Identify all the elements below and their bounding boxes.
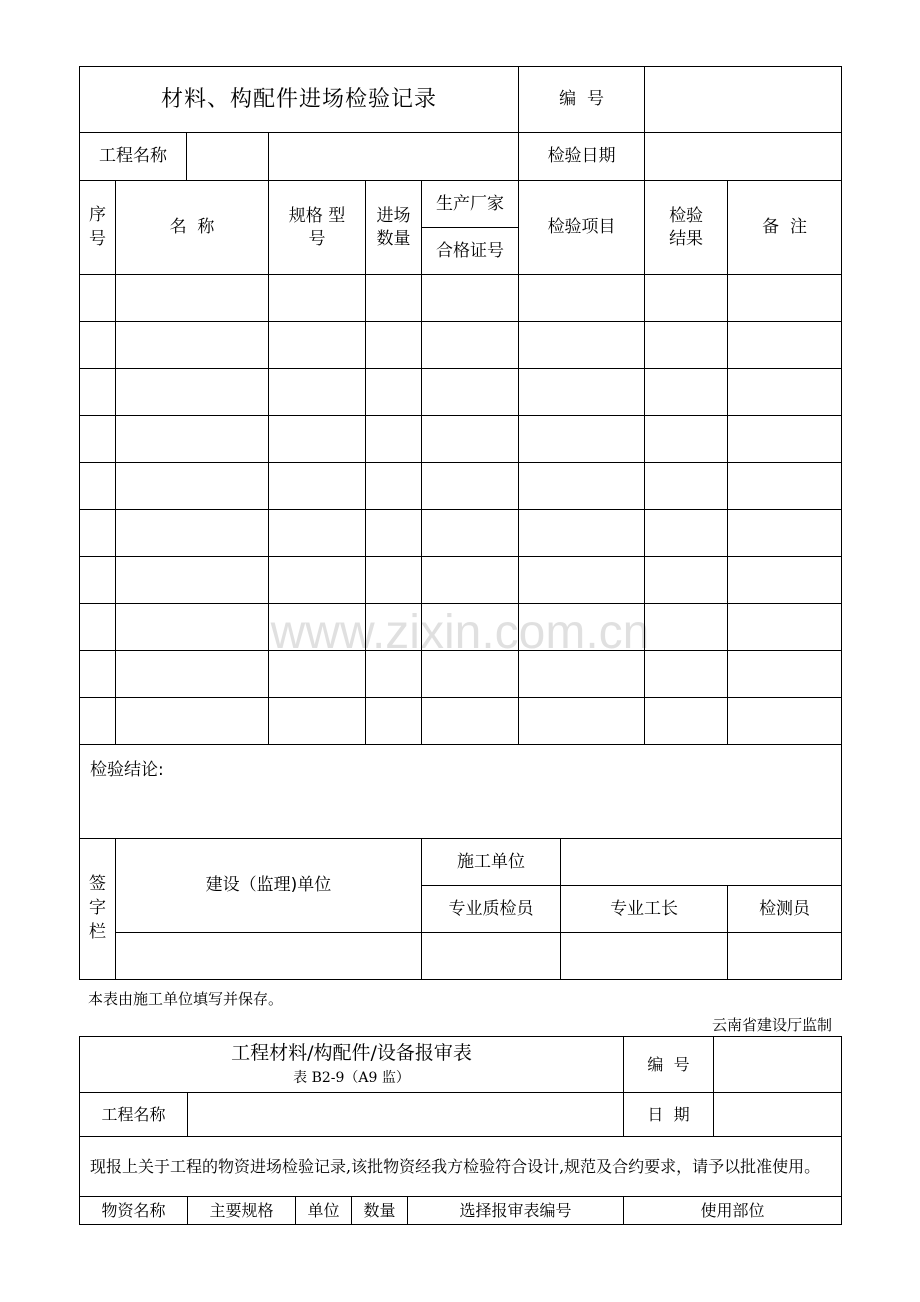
- record-cell[interactable]: [728, 698, 842, 745]
- record-cell[interactable]: [519, 322, 645, 369]
- record-cell[interactable]: [116, 510, 269, 557]
- record-cell[interactable]: [519, 463, 645, 510]
- record-cell[interactable]: [519, 510, 645, 557]
- record-cell[interactable]: [116, 463, 269, 510]
- form2-col-header: 单位: [296, 1197, 352, 1225]
- builder-unit-field[interactable]: [561, 839, 842, 886]
- record-cell[interactable]: [366, 275, 422, 322]
- record-cell[interactable]: [728, 510, 842, 557]
- record-cell[interactable]: [116, 275, 269, 322]
- table-row: [80, 463, 842, 510]
- record-cell[interactable]: [519, 275, 645, 322]
- record-cell[interactable]: [366, 510, 422, 557]
- record-cell[interactable]: [116, 322, 269, 369]
- record-cell[interactable]: [728, 604, 842, 651]
- table-row: [80, 557, 842, 604]
- col-remark-header: 备 注: [728, 181, 842, 275]
- record-cell[interactable]: [422, 463, 519, 510]
- form2-date-field[interactable]: [714, 1093, 842, 1137]
- record-cell[interactable]: [269, 557, 366, 604]
- supervisor-text: 云南省建设厅监制: [711, 1016, 832, 1034]
- record-cell[interactable]: [422, 651, 519, 698]
- record-cell[interactable]: [116, 369, 269, 416]
- project-name-field-a[interactable]: [187, 133, 268, 180]
- record-cell[interactable]: [269, 604, 366, 651]
- record-cell[interactable]: [519, 698, 645, 745]
- col-cert-header: 合格证号: [422, 228, 519, 275]
- record-cell[interactable]: [269, 369, 366, 416]
- inspection-date-label: 检验日期: [519, 133, 645, 181]
- qc-sign-field[interactable]: [422, 933, 561, 980]
- record-cell[interactable]: [80, 369, 116, 416]
- form2-col-header: 使用部位: [624, 1197, 842, 1225]
- record-cell[interactable]: [728, 416, 842, 463]
- form2-code: 表 B2-9（A9 监）: [293, 1069, 410, 1086]
- record-cell[interactable]: [366, 369, 422, 416]
- project-name-field[interactable]: [269, 133, 519, 181]
- foreman-label: 专业工长: [561, 886, 728, 933]
- form2-header-row: [80, 1197, 842, 1225]
- record-cell[interactable]: [422, 510, 519, 557]
- record-cell[interactable]: [519, 369, 645, 416]
- record-cell[interactable]: [728, 651, 842, 698]
- record-cell[interactable]: [728, 322, 842, 369]
- conclusion-label: 检验结论:: [90, 760, 164, 780]
- foreman-sign-field[interactable]: [561, 933, 728, 980]
- form2-project-label: 工程名称: [80, 1093, 188, 1137]
- form-title: 材料、构配件进场检验记录: [80, 67, 519, 133]
- form2-col-header: 物资名称: [80, 1197, 188, 1225]
- footnote: 本表由施工单位填写并保存。: [88, 990, 284, 1008]
- sign-label: 签字栏: [80, 839, 116, 980]
- record-cell[interactable]: [366, 416, 422, 463]
- record-cell[interactable]: [366, 698, 422, 745]
- record-cell[interactable]: [116, 557, 269, 604]
- table-row: [80, 698, 842, 745]
- owner-unit-label: 建设（监理)单位: [116, 839, 422, 933]
- form2-number-field[interactable]: [714, 1037, 842, 1093]
- record-cell[interactable]: [269, 510, 366, 557]
- owner-sign-field[interactable]: [116, 933, 422, 980]
- form2-title-cell: [80, 1037, 624, 1093]
- record-cell[interactable]: [80, 604, 116, 651]
- record-cell[interactable]: [645, 275, 728, 322]
- record-cell[interactable]: [269, 651, 366, 698]
- conclusion-cell[interactable]: [80, 745, 842, 839]
- record-rows: [80, 275, 842, 745]
- col-qty-header: 进场数量: [366, 181, 422, 275]
- record-cell[interactable]: [116, 698, 269, 745]
- record-cell[interactable]: [645, 369, 728, 416]
- number-label: 编 号: [519, 67, 645, 133]
- record-cell[interactable]: [422, 322, 519, 369]
- number-field[interactable]: [645, 67, 842, 133]
- record-cell[interactable]: [645, 557, 728, 604]
- col-items-header: 检验项目: [519, 181, 645, 275]
- form2-statement: 现报上关于工程的物资进场检验记录,该批物资经我方检验符合设计,规范及合约要求，请予以批准使用。: [80, 1137, 842, 1197]
- qc-label: 专业质检员: [422, 886, 561, 933]
- form2-col-header: 数量: [352, 1197, 408, 1225]
- table-row: [80, 510, 842, 557]
- record-cell[interactable]: [645, 463, 728, 510]
- table-row: [80, 275, 842, 322]
- record-cell[interactable]: [269, 275, 366, 322]
- record-cell[interactable]: [728, 369, 842, 416]
- record-cell[interactable]: [269, 463, 366, 510]
- record-cell[interactable]: [80, 416, 116, 463]
- record-cell[interactable]: [645, 604, 728, 651]
- col-name-header: 名 称: [116, 181, 269, 275]
- form2-title: 工程材料/构配件/设备报审表: [231, 1042, 472, 1065]
- table-row: [80, 322, 842, 369]
- record-cell[interactable]: [645, 416, 728, 463]
- record-cell[interactable]: [645, 322, 728, 369]
- record-cell[interactable]: [366, 463, 422, 510]
- form2-project-field[interactable]: [188, 1093, 624, 1137]
- col-maker-header: 生产厂家: [422, 181, 519, 228]
- form2-col-header: 主要规格: [188, 1197, 296, 1225]
- record-cell[interactable]: [80, 510, 116, 557]
- record-cell[interactable]: [422, 557, 519, 604]
- record-cell[interactable]: [80, 557, 116, 604]
- record-cell[interactable]: [519, 557, 645, 604]
- inspection-record-form: [79, 66, 842, 980]
- record-cell[interactable]: [269, 698, 366, 745]
- record-cell[interactable]: [728, 557, 842, 604]
- col-seq-header: 序号: [80, 181, 116, 275]
- table-row: [80, 604, 842, 651]
- tester-sign-field[interactable]: [728, 933, 842, 980]
- record-cell[interactable]: [80, 651, 116, 698]
- record-cell[interactable]: [519, 651, 645, 698]
- record-cell[interactable]: [422, 698, 519, 745]
- project-name-text: 工程名称: [80, 133, 187, 180]
- record-cell[interactable]: [269, 416, 366, 463]
- watermark: www.zixin.com.cn: [270, 606, 650, 659]
- record-cell[interactable]: [116, 604, 269, 651]
- record-cell[interactable]: [645, 651, 728, 698]
- material-approval-form: [79, 1036, 842, 1225]
- col-result-header: 检验结果: [645, 181, 728, 275]
- record-cell[interactable]: [366, 604, 422, 651]
- record-cell[interactable]: [422, 416, 519, 463]
- tester-label: 检测员: [728, 886, 842, 933]
- record-cell[interactable]: [519, 416, 645, 463]
- record-cell[interactable]: [728, 463, 842, 510]
- record-cell[interactable]: [366, 322, 422, 369]
- record-cell[interactable]: [728, 275, 842, 322]
- record-cell[interactable]: [422, 369, 519, 416]
- inspection-date-field[interactable]: [645, 133, 842, 181]
- form2-number-label: 编 号: [624, 1037, 714, 1093]
- table-row: [80, 369, 842, 416]
- record-cell[interactable]: [80, 698, 116, 745]
- record-cell[interactable]: [645, 510, 728, 557]
- record-cell[interactable]: [366, 651, 422, 698]
- col-spec-header: 规格 型号: [269, 181, 366, 275]
- record-cell[interactable]: [645, 698, 728, 745]
- record-cell[interactable]: [80, 275, 116, 322]
- project-name-label: [80, 133, 269, 181]
- record-cell[interactable]: [269, 322, 366, 369]
- form2-col-header: 选择报审表编号: [408, 1197, 624, 1225]
- record-cell[interactable]: [80, 463, 116, 510]
- record-cell[interactable]: [519, 604, 645, 651]
- record-cell[interactable]: [366, 557, 422, 604]
- record-cell[interactable]: [116, 416, 269, 463]
- form2-date-label: 日 期: [624, 1093, 714, 1137]
- table-row: [80, 651, 842, 698]
- record-cell[interactable]: [422, 604, 519, 651]
- record-cell[interactable]: [80, 322, 116, 369]
- record-cell[interactable]: [422, 275, 519, 322]
- table-row: [80, 416, 842, 463]
- record-cell[interactable]: [116, 651, 269, 698]
- builder-unit-label: 施工单位: [422, 839, 561, 886]
